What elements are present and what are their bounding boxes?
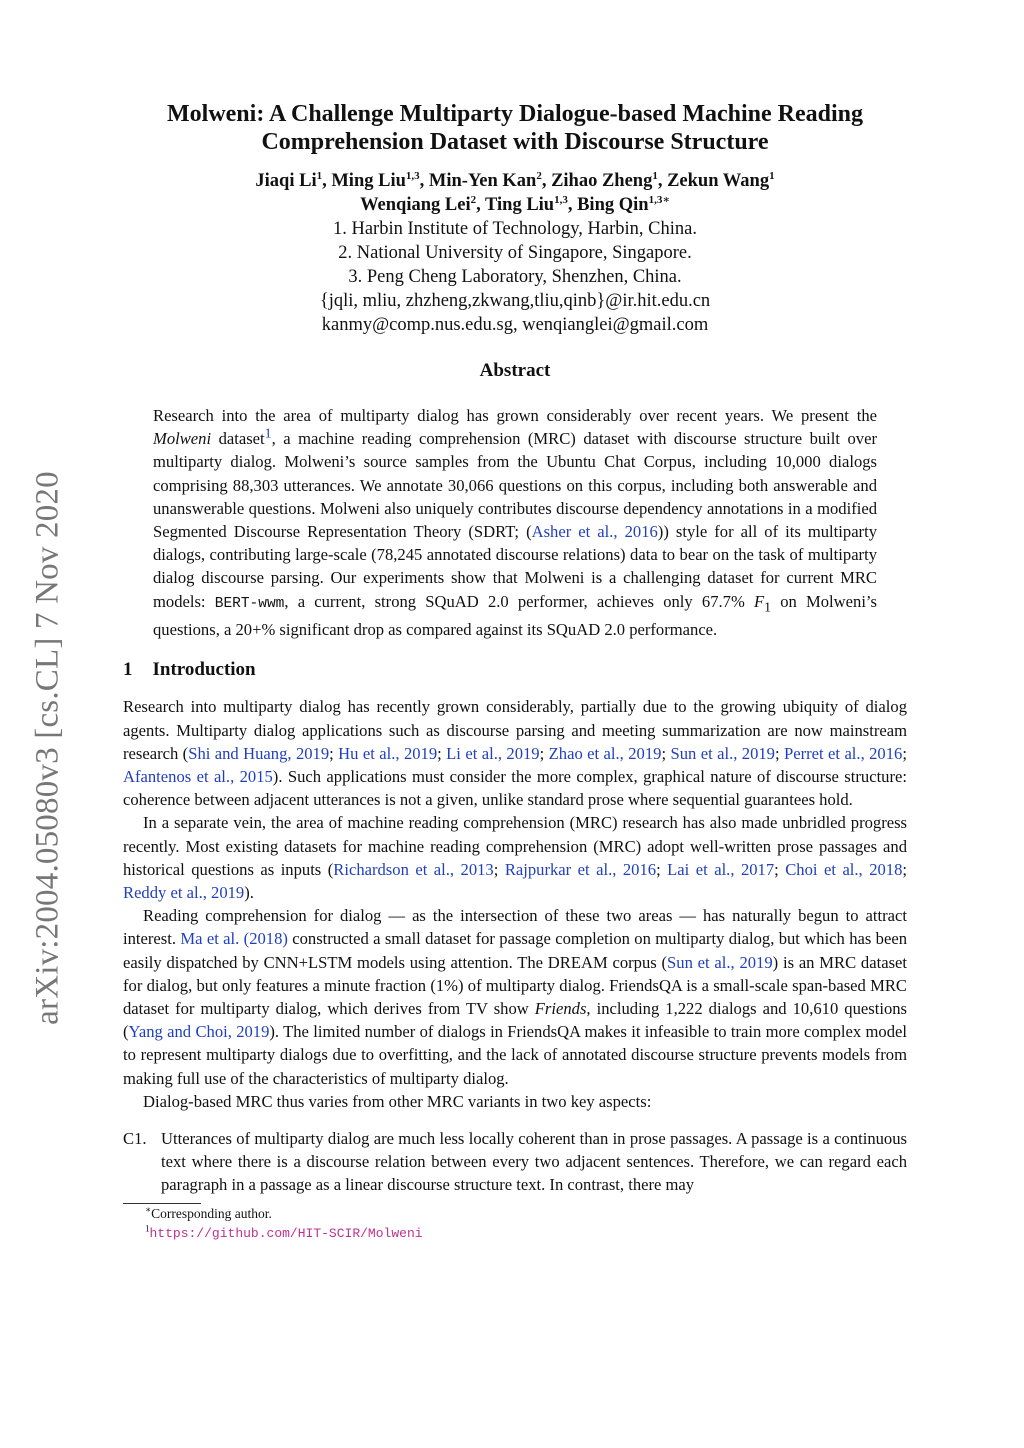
author: Bing Qin [577,195,649,215]
author: Ming Liu [331,171,406,191]
list-item [123,1127,907,1197]
author: Zihao Zheng [551,171,653,191]
list-item-text: Utterances of multiparty dialog are much less locally coherent than in prose passages. A passage is a continuous text where there is a discourse relation between every two adjacent sentences. Therefore, we can regard each paragraph in a passage as a linear discourse structure text. In contrast, there may [161,1129,907,1195]
citation-link[interactable]: Sun et al., 2019 [670,743,775,763]
affiliation-3: 3. Peng Cheng Laboratory, Shenzhen, China. [348,267,682,287]
footnote-2: $^1$https://github.com/HIT-SCIR/Molweni [145,1223,423,1241]
author: Wenqiang Lei [360,195,471,215]
citation-link[interactable]: Richardson et al., 2013 [333,859,494,879]
citation-link[interactable]: Hu et al., 2019 [338,743,438,763]
arxiv-id: arXiv:2004.05080v3 [cs.CL] 7 Nov 2020 [29,470,66,1025]
author: Ting Liu [485,195,555,215]
model-name: BERT-wwm [214,595,285,612]
arxiv-sidebar-stamp [28,455,68,1040]
citation-link[interactable]: Yang and Choi, 2019 [128,1022,270,1042]
author-line-2: Wenqiang Lei$^2$, Ting Liu$^{1,3}$, Bing Qin$^{1,3∗}$ [360,193,670,215]
author-line-1: Jiaqi Li$^1$, Ming Liu$^{1,3}$, Min-Yen Kan$^2$, Zihao Zheng$^1$, Zekun Wang$^1$ [255,169,775,191]
citation-link[interactable]: Reddy et al., 2019 [123,882,245,902]
citation-link[interactable]: Shi and Huang, 2019 [188,743,330,763]
intro-paragraph-1: Research into multiparty dialog has recently grown considerably, partially due to the growing ubiquity of dialog agents. Multiparty dialog applications such as discourse parsing and meeting summarization are now mainstream research (Shi and Huang, 2019; Hu et al., 2019; Li et al., 2019; Zhao et al., 2019; Sun et al., 2019; Perret et al., 2016; Afantenos et al., 2015). Such applications must consider the more complex, graphical nature of discourse structure: coherence between adjacent utterances is not a given, unlike standard prose where sequential guarantees hold. [123,697,907,810]
section-heading: 1 Introduction [123,659,256,681]
email-line-1: {jqli, mliu, zhzheng,zkwang,tliu,qinb}@ir.hit.edu.cn [319,291,711,311]
abstract-heading: Abstract [479,360,551,381]
paper-page [123,100,907,1243]
citation-link[interactable]: Asher et al., 2016 [531,522,658,542]
citation-link[interactable]: Li et al., 2019 [446,743,540,763]
footnote-1: ∗Corresponding author. [145,1204,272,1221]
author: Min-Yen Kan [428,171,537,191]
author: Jiaqi Li [255,171,317,191]
citation-link[interactable]: Ma et al. (2018) [180,929,288,949]
paper-title: Molweni: A Challenge Multiparty Dialogue-based Machine Reading Comprehension Dataset with Discourse Structure [167,101,863,155]
list-item-label: C1. [123,1129,147,1148]
affiliations [123,217,907,337]
citation-link[interactable]: Zhao et al., 2019 [548,743,662,763]
github-link[interactable]: https://github.com/HIT-SCIR/Molweni [149,1225,423,1241]
author-list [123,169,907,217]
citation-link[interactable]: Choi et al., 2018 [785,859,903,879]
citation-link[interactable]: Lai et al., 2017 [667,859,775,879]
intro-paragraph-4: Dialog-based MRC thus varies from other MRC variants in two key aspects: [143,1091,652,1111]
email-line-2: kanmy@comp.nus.edu.sg, wenqianglei@gmail.com [321,315,709,335]
author: Zekun Wang [667,171,770,191]
citation-link[interactable]: Afantenos et al., 2015 [123,766,273,786]
abstract-body: Research into the area of multiparty dialog has grown considerably over recent years. We present the Molweni dataset$^1$, a machine reading comprehension (MRC) dataset with discourse structure built over multiparty dialog. Molweni’s source samples from the Ubuntu Chat Corpus, including 10,000 dialogs comprising 88,303 utterances. We annotate 30,066 questions on this corpus, including both answerable and unanswerable questions. Molweni also uniquely contributes discourse dependency annotations in a modified Segmented Discourse Representation Theory (SDRT; (Asher et al., 2016)) style for all of its multiparty dialogs, contributing large-scale (78,245 annotated discourse relations) data to bear on the task of multiparty dialog discourse parsing. Our experiments show that Molweni is a challenging dataset for current MRC models: BERT-wwm, a current, strong SQuAD 2.0 performer, achieves only 67.7% $F_1$ on Molweni’s questions, a 20+% significant drop as compared against its SQuAD 2.0 performance. [153,406,877,640]
citation-link[interactable]: Rajpurkar et al., 2016 [504,859,657,879]
intro-paragraph-2: In a separate vein, the area of machine reading comprehension (MRC) research has also made unbridled progress recently. Most existing datasets for machine reading comprehension (MRC) adopt well-written prose passages and historical questions as inputs (Richardson et al., 2013; Rajpurkar et al., 2016; Lai et al., 2017; Choi et al., 2018; Reddy et al., 2019). [123,813,908,902]
citation-link[interactable]: Sun et al., 2019 [667,952,773,972]
affiliation-1: 1. Harbin Institute of Technology, Harbin, China. [332,219,697,239]
intro-paragraph-3: Reading comprehension for dialog — as the intersection of these two areas — has naturally begun to attract interest. Ma et al. (2018) constructed a small dataset for passage completion on multiparty dialog, but which has been easily dispatched by CNN+LSTM models using attention. The DREAM corpus (Sun et al., 2019) is an MRC dataset for dialog, but only features a minute fraction (1%) of multiparty dialog. FriendsQA is a small-scale span-based MRC dataset for multiparty dialog, which derives from TV show Friends, including 1,222 dialogs and 10,610 questions (Yang and Choi, 2019). The limited number of dialogs in FriendsQA makes it infeasible to train more complex model to represent multiparty dialogs due to overfitting, and the lack of annotated discourse structure prevents models from making full use of the characteristics of multiparty dialog. [123,906,908,1088]
citation-link[interactable]: Perret et al., 2016 [784,743,903,763]
footnote-ref[interactable]: 1 [264,425,272,441]
affiliation-2: 2. National University of Singapore, Singapore. [338,243,692,263]
